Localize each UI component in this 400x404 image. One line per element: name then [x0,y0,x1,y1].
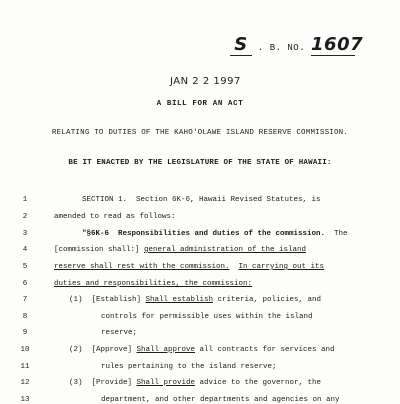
line-segment: department, and other departments and agencies on any [101,396,340,404]
line-number: 10 [20,346,30,354]
bill-title: A BILL FOR AN ACT [156,100,244,108]
line-number: 1 [22,196,28,204]
line-segment: Shall provide [136,379,196,387]
line-segment: [commission shall:] [54,246,145,254]
line-number: 13 [20,396,30,404]
bill-line-text [54,263,324,271]
line-number: 5 [22,263,28,271]
line-segment: (2) [Approve] [69,346,137,354]
bill-line-text [54,213,176,221]
bill-line-text [82,196,321,204]
faint-watermark [52,40,57,58]
line-segment: SECTION 1. Section 6K-6, Hawaii Revised Statutes, is [82,196,321,204]
line-number: 8 [22,313,28,321]
line-segment [230,263,239,271]
line-segment: reserve; [101,329,138,337]
line-number: 6 [22,280,28,288]
line-number: 12 [20,379,30,387]
line-number: 7 [22,296,28,304]
bill-line-text [82,230,348,238]
relating-clause: RELATING TO DUTIES OF THE KAHO'OLAWE ISLAND RESERVE COMMISSION. [51,129,349,137]
bill-number-line [230,34,364,56]
bill-line-text [101,313,313,321]
enacting-clause: BE IT ENACTED BY THE LEGISLATURE OF THE STATE OF HAWAII: [68,159,332,167]
line-number: 3 [22,230,28,238]
bill-prefix-handwritten: S [230,34,252,56]
date-stamp: JAN 2 2 1997 [170,76,241,87]
line-segment: advice to the governor, the [195,379,322,387]
line-segment: duties and responsibilities, the commission: [54,280,253,288]
line-number: 9 [22,329,28,337]
bill-line-text [54,280,252,288]
line-number: 11 [20,363,30,371]
line-number: 2 [22,213,28,221]
bill-line-text [101,329,137,337]
bill-number-handwritten: 1607 [311,34,364,55]
line-segment: reserve shall rest with the commission. [54,263,230,271]
line-segment: "§6K-6 Responsibilities and duties of the commission. [82,230,326,238]
line-segment: (1) [Establish] [69,296,146,304]
line-segment: rules pertaining to the island reserve; [101,363,277,371]
line-segment: The [325,230,348,238]
line-segment: (3) [Provide] [69,379,137,387]
line-segment: Shall approve [136,346,196,354]
bill-number-label: . B. NO. [257,43,306,53]
line-segment: controls for permissible uses within the island [101,313,313,321]
bill-line-text [101,363,277,371]
bill-line-text [101,396,340,404]
bill-line-text [69,296,321,304]
line-segment: all contracts for services and [195,346,335,354]
line-segment: general administration of the island [144,246,307,254]
bill-line-text [69,379,321,387]
line-segment: amended to read as follows: [54,213,176,221]
line-segment: Shall establish [145,296,214,304]
bill-line-text [54,246,306,254]
line-segment: In carrying out its [238,263,325,271]
line-segment: criteria, policies, and [213,296,322,304]
bill-line-text [69,346,335,354]
line-number: 4 [22,246,28,254]
